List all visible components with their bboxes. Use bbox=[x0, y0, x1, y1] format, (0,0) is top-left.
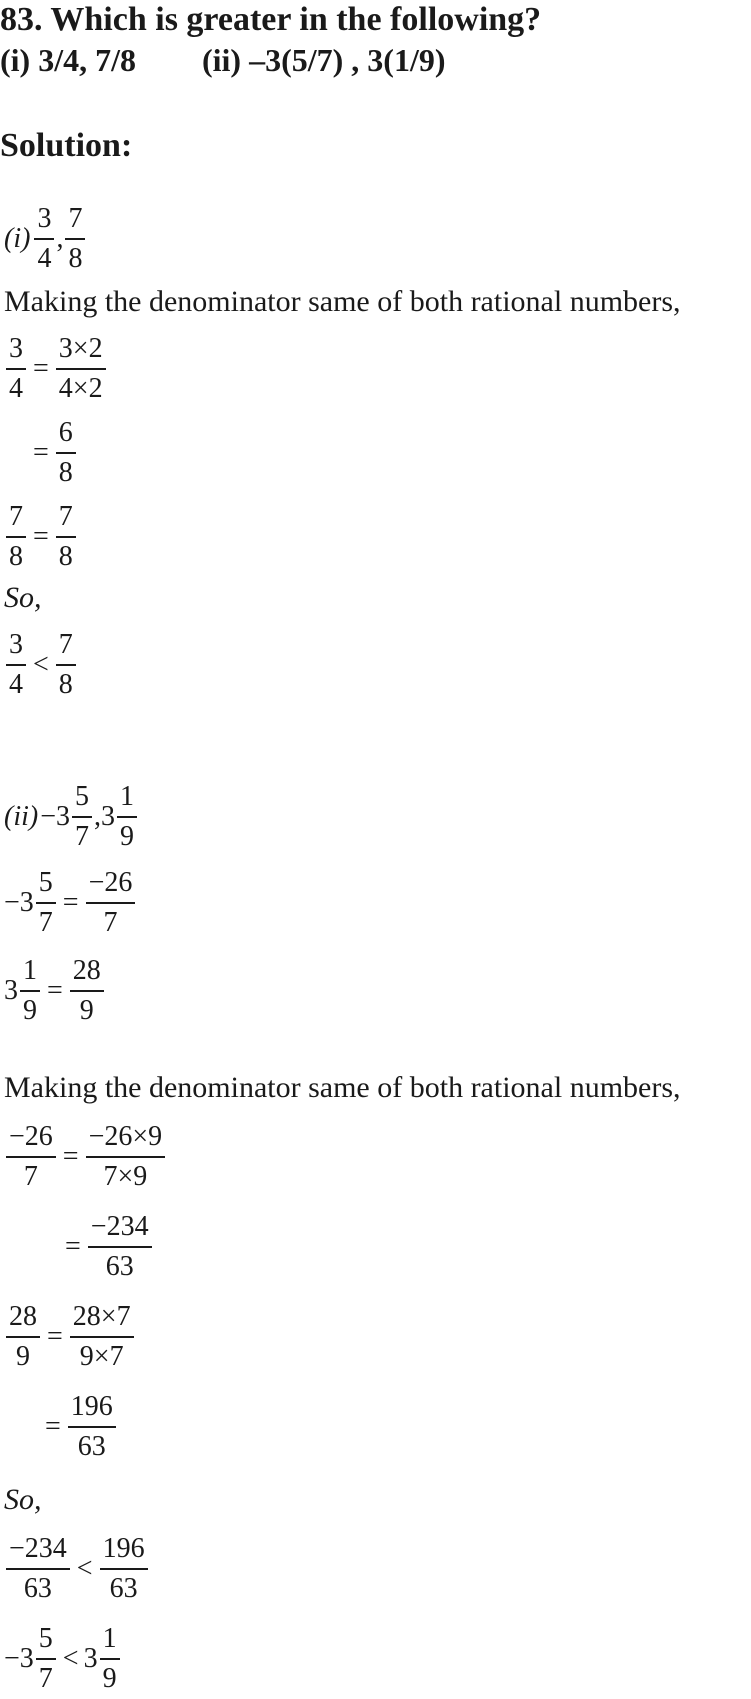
equation-step: $\frac{3}{4}$ = $\frac{3\times 2}{4\times 2}$ bbox=[4, 330, 108, 408]
question-part-i: (i) 3/4, 7/8 bbox=[0, 42, 136, 78]
question-title: 83. Which is greater in the following? bbox=[0, 1, 542, 38]
equation-step: = $\frac{196}{63}$ bbox=[40, 1388, 118, 1466]
question-part-ii: (ii) –3(5/7) , 3(1/9) bbox=[201, 42, 446, 78]
so-text: So, bbox=[4, 1483, 42, 1516]
question-parts bbox=[0, 40, 445, 80]
explanation-text: Making the denominator same of both rational numbers, bbox=[4, 285, 681, 318]
fraction: $\frac{7}{8}$ bbox=[65, 200, 85, 278]
equation-step: $\frac{28}{9}$ = $\frac{28\times 7}{9\times 7}$ bbox=[4, 1298, 136, 1376]
part-i-given: (i) $\frac{3}{4}$ , $\frac{7}{8}$ bbox=[4, 200, 87, 278]
equation-step: = $\frac{6}{8}$ bbox=[28, 414, 78, 492]
explanation-text: Making the denominator same of both rational numbers, bbox=[4, 1071, 681, 1104]
equation-step: $\frac{7}{8}$ = $\frac{7}{8}$ bbox=[4, 498, 78, 576]
part-label: (ii) bbox=[4, 801, 39, 832]
equation-step: 3 $\frac{1}{9}$ = $\frac{28}{9}$ bbox=[4, 952, 106, 1030]
so-text: So, bbox=[4, 581, 42, 614]
equation-step: $\frac{-26}{7}$ = $\frac{-26\times 9}{7\times 9}$ bbox=[4, 1118, 167, 1196]
equation-step: −3 $\frac{5}{7}$ = $\frac{-26}{7}$ bbox=[4, 864, 137, 942]
result-inequality: −3 $\frac{5}{7}$ < 3 $\frac{1}{9}$ bbox=[4, 1620, 122, 1698]
fraction: $\frac{3}{4}$ bbox=[34, 200, 54, 278]
part-label: (i) bbox=[4, 223, 31, 254]
result-inequality: $\frac{-234}{63}$ < $\frac{196}{63}$ bbox=[4, 1530, 150, 1608]
result-inequality: $\frac{3}{4}$ < $\frac{7}{8}$ bbox=[4, 626, 78, 704]
equation-step: = $\frac{-234}{63}$ bbox=[60, 1208, 154, 1286]
part-ii-given: (ii) −3 $\frac{5}{7}$ , 3 $\frac{1}{9}$ bbox=[4, 778, 139, 856]
solution-heading: Solution: bbox=[0, 127, 133, 164]
